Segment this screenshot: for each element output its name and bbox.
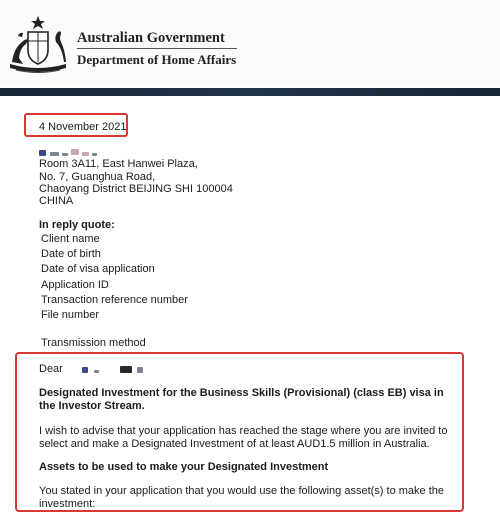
letterhead — [0, 0, 500, 86]
reply-quote-heading: In reply quote: — [39, 219, 115, 231]
transmission-method-label: Transmission method — [41, 337, 146, 349]
header-divider — [77, 48, 237, 49]
address-line-3: Chaoyang District BEIJING SHI 100004 — [39, 183, 233, 195]
field-application-id: Application ID — [41, 279, 109, 291]
section-heading: Assets to be used to make your Designated Investment — [39, 461, 329, 473]
org-name-line1: Australian Government — [77, 30, 225, 46]
field-date-of-birth: Date of birth — [41, 248, 101, 260]
address-line-1: Room 3A11, East Hanwei Plaza, — [39, 158, 198, 170]
letter-subject: Designated Investment for the Business Skills (Provisional) (class EB) visa in the Investor Stream. — [39, 387, 444, 412]
field-file-number: File number — [41, 309, 100, 321]
address-line-4: CHINA — [39, 195, 74, 207]
letter-paragraph-1: I wish to advise that your application has reached the stage where you are invited to select and make a Designated Investment of at least AUD1.5 million in Australia. — [39, 425, 448, 450]
address-line-2: No. 7, Guanghua Road, — [39, 171, 156, 183]
field-client-name: Client name — [41, 233, 100, 245]
field-transaction-reference: Transaction reference number — [41, 294, 188, 306]
header-band — [0, 88, 500, 96]
letter-paragraph-2: You stated in your application that you would use the following asset(s) to make the investment: — [39, 485, 445, 510]
letter-date: 4 November 2021 — [39, 121, 127, 133]
coat-of-arms-icon — [6, 14, 70, 76]
field-date-of-visa-application: Date of visa application — [41, 263, 155, 275]
salutation: Dear — [39, 363, 63, 375]
org-name-line2: Department of Home Affairs — [77, 52, 237, 67]
